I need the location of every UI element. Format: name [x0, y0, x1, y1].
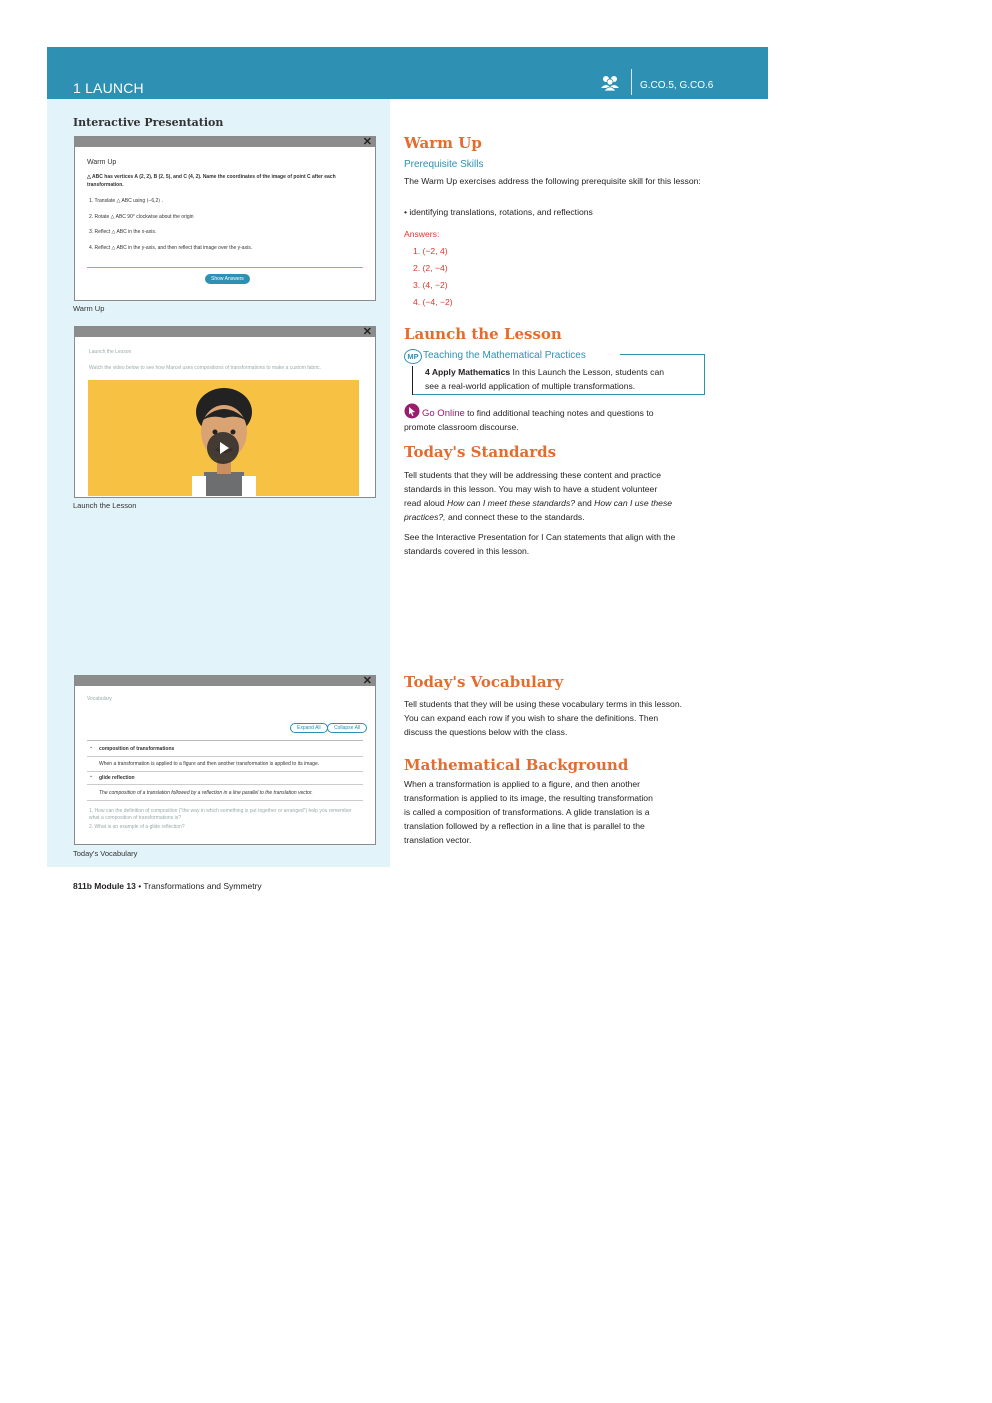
slide-question: △ ABC has vertices A (2, 2), B (2, 5), and C (4, 2). Name the coordinates of the image of point C after each transformation. [87, 174, 336, 188]
mp-badge-icon: MP [404, 349, 422, 364]
vocab-definition: The composition of a translation followed by a reflection in a line parallel to the translation vector. [99, 790, 313, 796]
vocabulary-slide[interactable] [74, 675, 376, 845]
vocab-question: 1. How can the definition of composition ("the way in which something is put together or arranged") help you remember what a composition of transformations is? [89, 808, 352, 821]
chevron-down-icon[interactable]: ⌄ [89, 744, 94, 750]
vocabulary-heading: Today's Vocabulary [404, 673, 564, 691]
answer-item: 3. (4, −2) [413, 280, 448, 290]
box-rule [412, 366, 413, 395]
divider [87, 800, 363, 801]
slide-instructions: Watch the video below to see how Marcel uses compositions of transformations to make a custom fabric. [89, 365, 321, 371]
vocabulary-line: Tell students that they will be using these vocabulary terms in this lesson. [404, 699, 683, 709]
prerequisite-bullet: • identifying translations, rotations, and reflections [404, 207, 593, 217]
vocab-question: 2. What is an example of a glide reflection? [89, 824, 185, 830]
standards-line [404, 510, 585, 524]
module-topic: Transformations and Symmetry [143, 881, 262, 891]
play-button[interactable] [207, 432, 239, 464]
warmup-heading: Warm Up [404, 134, 482, 152]
standards-question: practices?, [404, 512, 446, 522]
slide-titlebar [75, 327, 375, 337]
go-online-icon[interactable] [404, 403, 420, 419]
section-header [47, 47, 768, 99]
divider [87, 756, 363, 757]
standards-line: See the Interactive Presentation for I Can statements that align with the [404, 532, 676, 542]
vocabulary-line: discuss the questions below with the class. [404, 727, 568, 737]
background-line: transformation is applied to its image, the resulting transformation [404, 793, 653, 803]
standards-line: Tell students that they will be addressing these content and practice [404, 470, 662, 480]
math-practices-title: Teaching the Mathematical Practices [423, 350, 586, 361]
close-icon[interactable]: ✕ [362, 326, 372, 338]
video-player[interactable] [88, 380, 359, 496]
divider [87, 784, 363, 785]
go-online-link[interactable]: Go Online [422, 408, 465, 419]
warmup-item: 3. Reflect △ ABC in the x-axis. [89, 229, 157, 235]
launch-heading: Launch the Lesson [404, 325, 562, 343]
background-line: is called a composition of transformations. A glide translation is a [404, 807, 650, 817]
warmup-text: The Warm Up exercises address the following prerequisite skill for this lesson: [404, 176, 701, 186]
module-number: Module 13 [94, 881, 136, 891]
go-online-desc: to find additional teaching notes and questions to [464, 408, 654, 418]
answer-item: 1. (−2, 4) [413, 246, 448, 256]
go-online-text-2: promote classroom discourse. [404, 422, 519, 432]
header-divider [631, 69, 632, 95]
warmup-item: 4. Reflect △ ABC in the y-axis, and then reflect that image over the y-axis. [89, 245, 253, 251]
background-heading: Mathematical Background [404, 756, 629, 774]
slide-rule [87, 267, 363, 268]
slide-titlebar [75, 137, 375, 147]
math-practices-text [425, 365, 664, 379]
close-icon[interactable]: ✕ [362, 675, 372, 687]
standards-codes: G.CO.5, G.CO.6 [640, 80, 714, 91]
standards-question: How can I meet these standards? [447, 498, 576, 508]
close-icon[interactable]: ✕ [362, 136, 372, 148]
vocab-term[interactable]: composition of transformations [99, 746, 175, 752]
standards-text: read aloud [404, 498, 448, 508]
page-footer [73, 881, 262, 891]
vocabulary-line: You can expand each row if you wish to share the definitions. Then [404, 713, 659, 723]
warmup-item: 1. Translate △ ABC using ⟨−6,2⟩ . [89, 198, 164, 204]
standards-text: and connect these to the standards. [445, 512, 585, 522]
standards-text: and [575, 498, 595, 508]
background-line: translation followed by a reflection in a line that is parallel to the [404, 821, 645, 831]
expand-all-button[interactable]: Expand All [290, 723, 328, 733]
slide-caption: Launch the Lesson [73, 501, 137, 510]
divider [87, 771, 363, 772]
vocab-term[interactable]: glide reflection [99, 775, 135, 781]
practice-text: In this Launch the Lesson, students can [510, 367, 665, 377]
background-line: translation vector. [404, 835, 472, 845]
slide-heading: Warm Up [87, 159, 117, 166]
panel-title: Interactive Presentation [73, 116, 224, 129]
page-number: 811b [73, 881, 92, 891]
box-border [620, 354, 705, 355]
footer-separator: • [135, 881, 144, 891]
standards-line: standards covered in this lesson. [404, 546, 530, 556]
play-icon [207, 432, 239, 464]
slide-titlebar [75, 676, 375, 686]
practice-name: 4 Apply Mathematics [425, 367, 511, 377]
prerequisite-heading: Prerequisite Skills [404, 159, 484, 170]
background-line: When a transformation is applied to a figure, and then another [404, 779, 640, 789]
standards-question: How can I use these [594, 498, 673, 508]
slide-heading: Launch the Lesson [89, 349, 132, 355]
slide-caption: Today's Vocabulary [73, 849, 138, 858]
warmup-slide[interactable] [74, 136, 376, 301]
standards-heading: Today's Standards [404, 443, 557, 461]
vocab-definition: When a transformation is applied to a figure and then another transformation is applied to its image. [99, 761, 320, 767]
standards-line [404, 496, 672, 510]
chevron-down-icon[interactable]: ⌄ [89, 773, 94, 779]
answers-label: Answers: [404, 229, 440, 239]
answer-item: 2. (2, −4) [413, 263, 448, 273]
answer-item: 4. (−4, −2) [413, 297, 453, 307]
people-icon [600, 75, 620, 91]
collapse-all-button[interactable]: Collapse All [327, 723, 367, 733]
go-online-text [422, 406, 654, 421]
standards-line: standards in this lesson. You may wish to have a student volunteer [404, 484, 658, 494]
math-practices-text-2: see a real-world application of multiple transformations. [425, 381, 636, 391]
show-answers-button[interactable]: Show Answers [205, 274, 250, 284]
slide-heading: Vocabulary [87, 696, 112, 702]
divider [87, 740, 363, 741]
section-label: 1 LAUNCH [73, 80, 144, 96]
slide-caption: Warm Up [73, 304, 105, 313]
warmup-item: 2. Rotate △ ABC 90° clockwise about the origin [89, 214, 194, 220]
